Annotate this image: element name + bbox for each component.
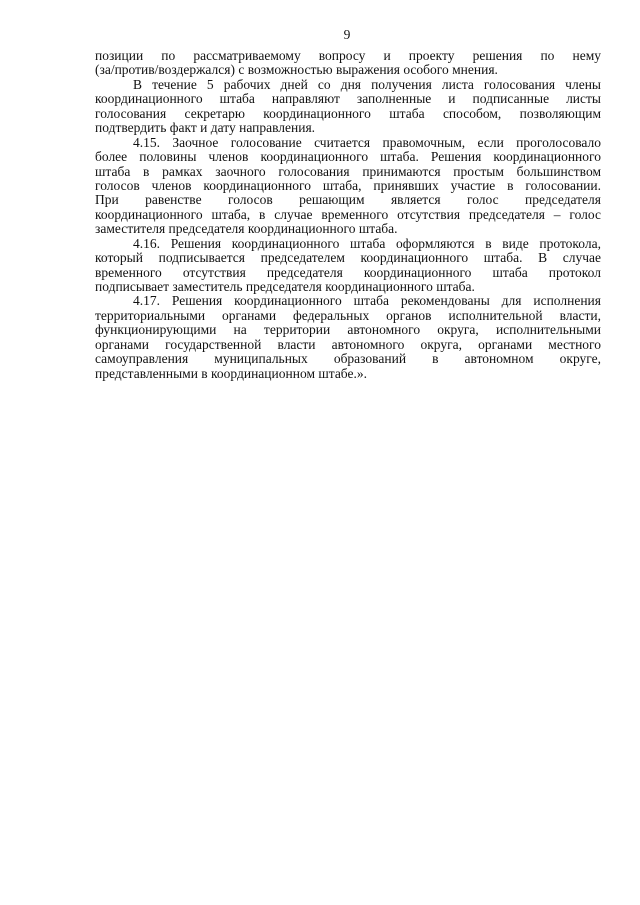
text-line: подтвердить факт и дату направления. [95, 121, 316, 136]
page-number: 9 [343, 27, 351, 42]
text-line: самоуправления муниципальных образований в автономном округе, [95, 352, 601, 367]
text-line: подписывает заместитель председателя координационного штаба. [95, 280, 475, 294]
text-line: 4.17. Решения координационного штаба рекомендованы для исполнения [133, 294, 601, 309]
text-line: функционирующими на территории автономного округа, исполнительными [95, 323, 601, 338]
text-line: более половины членов координационного штаба. Решения координационного [95, 150, 601, 165]
text-line: 4.15. Заочное голосование считается правомочным, если проголосовало [133, 135, 601, 150]
text-line: голосования секретарю координационного штаба способом, позволяющим [95, 106, 601, 121]
text-line: представленными в координационном штабе.». [95, 366, 367, 381]
text-line: органами государственной власти автономного округа, органами местного [95, 337, 601, 352]
text-line: заместителя председателя координационного штаба. [95, 222, 398, 237]
text-line: который подписывается председателем координационного штаба. В случае [95, 251, 601, 266]
text-line: (за/против/воздержался) с возможностью выражения особого мнения. [95, 63, 498, 78]
document-body [95, 49, 601, 381]
text-line: штаба в рамках заочного голосования принимаются простым большинством [95, 164, 601, 179]
text-line: В течение 5 рабочих дней со дня получения листа голосования члены [133, 77, 601, 92]
text-line: 4.16. Решения координационного штаба оформляются в виде протокола, [133, 236, 601, 251]
text-line: голосов членов координационного штаба, принявших участие в голосовании. [95, 178, 601, 193]
text-line: координационного штаба направляют заполненные и подписанные листы [95, 92, 601, 107]
text-line: координационного штаба, в случае временного отсутствия председателя – голос [95, 207, 601, 222]
text-line: позиции по рассматриваемому вопросу и проекту решения по нему [95, 49, 601, 63]
text-line: территориальными органами федеральных органов исполнительной власти, [95, 308, 601, 323]
text-line: временного отсутствия председателя координационного штаба протокол [95, 265, 601, 280]
text-line: При равенстве голосов решающим является голос председателя [95, 193, 601, 208]
